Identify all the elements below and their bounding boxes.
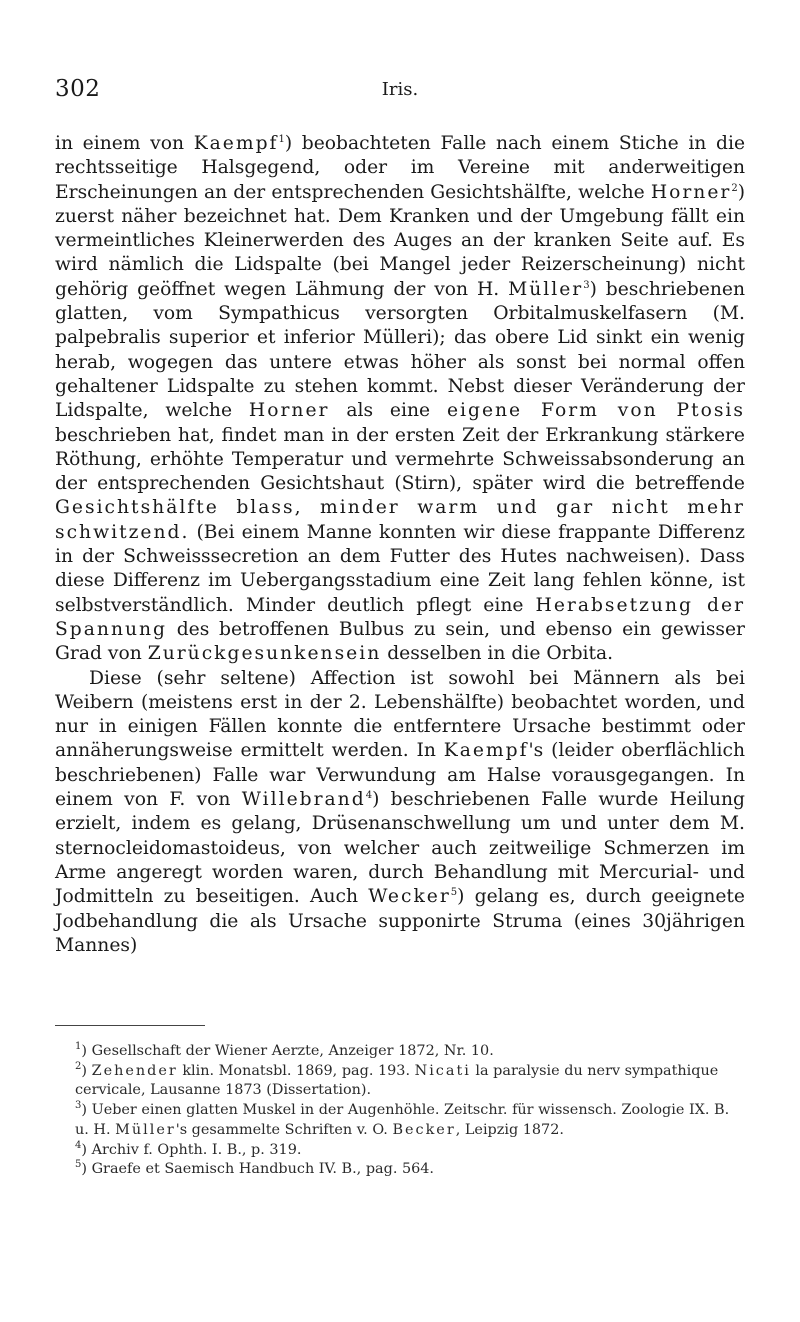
footnote-ref: 2 bbox=[731, 182, 738, 194]
author-name: Müller bbox=[508, 278, 584, 300]
author-name: Wecker bbox=[368, 886, 451, 908]
footnote-ref: 4 bbox=[365, 789, 373, 801]
footnote-5: $^5$) Graefe et Saemisch Handbuch IV. B., pag. 564. bbox=[75, 1159, 435, 1178]
author-name: Willebrand bbox=[241, 789, 366, 811]
author-name: Horner bbox=[248, 400, 330, 422]
paragraph-2: Diese (sehr seltene) Affection ist sowohl bei Männern als bei Weibern (meistens erst in der 2. Lebenshälfte) beobachtet worden, und nur in einigen Fällen konnte die entferntere Ursache bestimmt oder annäherungsweise ermittelt werden. In Kaempf's (leider oberflächlich beschriebenen) Falle war Verwundung am Halse vorausgegangen. In einem von F. von Willebrand$^4$) beschriebenen Falle wurde Heilung erzielt, indem es gelang, Drüsenanschwellung um und unter dem M. sternocleidomastoideus, von welcher auch zeitweilige Schmerzen im Arme angeregt worden waren, durch Behandlung mit Mercurial- und Jodmitteln zu beseitigen. Auch Wecker$^5$) gelang es, durch geeignete Jodbehandlung die als Ursache supponirte Struma (eines 30jährigen Mannes) bbox=[55, 667, 746, 956]
footnote-3: $^3$) Ueber einen glatten Muskel in der Augenhöhle. Zeitschr. für wissensch. Zoologie IX. B. u. H. Müller's gesammelte Schriften v. O. Becker, Leipzig 1872. bbox=[75, 1100, 730, 1138]
footnote-ref: 3 bbox=[583, 279, 590, 291]
footnote-ref: 5 bbox=[450, 886, 458, 898]
footnote-divider bbox=[55, 1025, 205, 1026]
emphasis: eigene Form von Ptosis bbox=[446, 400, 745, 422]
author-name: Kaempf bbox=[193, 133, 279, 154]
emphasis: Gesichtshälfte blass, minder warm und gar nicht mehr schwitzend. bbox=[55, 497, 745, 543]
author-name: Kaempf bbox=[443, 740, 529, 762]
page-header bbox=[55, 76, 745, 116]
paragraph-1: in einem von Kaempf$^1$) beobachteten Falle nach einem Stiche in die rechtsseitige Halsgegend, oder im Vereine mit anderweitigen Erscheinungen an der entsprechenden Gesichtshälfte, welche Horner$^2$) zuerst näher bezeichnet hat. Dem Kranken und der Umgebung fällt ein vermeintliches Kleinerwerden des Auges an der kranken Seite auf. Es wird nämlich die Lidspalte (bei Mangel jeder Reizerscheinung) nicht gehörig geöffnet wegen Lähmung der von H. Müller$^3$) beschriebenen glatten, vom Sympathicus versorgten Orbitalmuskelfasern (M. palpebralis superior et inferior Mülleri); das obere Lid sinkt ein wenig herab, wogegen das untere etwas höher als sonst bei normal offen gehaltener Lidspalte zu stehen kommt. Nebst dieser Veränderung der Lidspalte, welche Horner als eine eigene Form von Ptosis beschrieben hat, findet man in der ersten Zeit der Erkrankung stärkere Röthung, erhöhte Temperatur und vermehrte Schweissabsonderung an der entsprechenden Gesichtshaut (Stirn), später wird die betreffende Gesichtshälfte blass, minder warm und gar nicht mehr schwitzend. (Bei einem Manne konnten wir diese frappante Differenz in der Schweisssecretion an dem Futter des Hutes nachweisen). Dass diese Differenz im Uebergangsstadium eine Zeit lang fehlen könne, ist selbstverständlich. Minder deutlich pflegt eine Herabsetzung der Spannung des betroffenen Bulbus zu sein, und ebenso ein gewisser Grad von Zurückgesunkensein desselben in die Orbita. bbox=[55, 133, 746, 665]
page-number: 302 bbox=[55, 76, 101, 102]
footnote-2: $^2$) Zehender klin. Monatsbl. 1869, pag. 193. Nicati la paralysie du nerv sympathique cervicale, Lausanne 1873 (Dissertation). bbox=[75, 1060, 719, 1099]
footnote-4: $^4$) Archiv f. Ophth. I. B., p. 319. bbox=[75, 1139, 302, 1158]
running-title: Iris. bbox=[381, 79, 419, 100]
emphasis: Zurückgesunkensein bbox=[147, 643, 382, 665]
main-text bbox=[55, 132, 745, 958]
footnote-1: $^1$) Gesellschaft der Wiener Aerzte, Anzeiger 1872, Nr. 10. bbox=[75, 1041, 494, 1059]
author-name: Horner bbox=[650, 181, 732, 203]
footnote-ref: 1 bbox=[278, 133, 285, 145]
footnotes bbox=[55, 1042, 745, 1180]
emphasis: Herabsetzung der Spannung bbox=[55, 594, 746, 640]
